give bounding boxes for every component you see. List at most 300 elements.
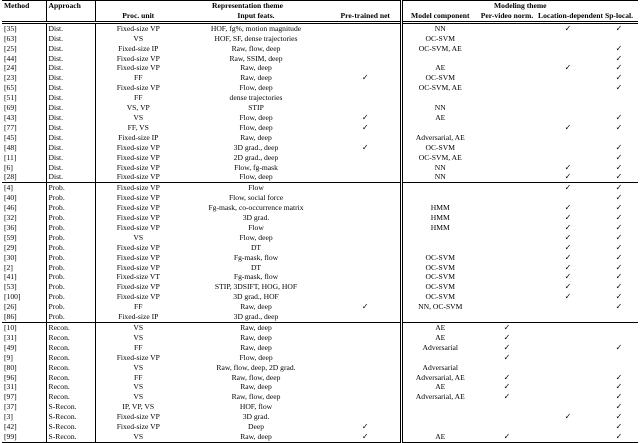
cell-approach: Recon.: [46, 343, 95, 353]
cell-input-feats: Raw, deep: [240, 73, 272, 83]
check-icon: ✓: [615, 112, 623, 122]
cell-per-video-norm: [478, 363, 536, 373]
cell-approach: Dist.: [46, 172, 95, 182]
cell-location-dependent: [536, 63, 600, 73]
cell-pretrained: [331, 183, 401, 193]
table-row: [2, 103, 638, 113]
cell-input-feats: Raw, SSIM, deep: [229, 53, 283, 63]
cell-per-video-norm: [478, 203, 536, 213]
cell-sp-local: [600, 253, 638, 263]
table-row: [2, 292, 638, 302]
cell-model-component: Adversarial: [422, 362, 458, 372]
cell-location-dependent: [536, 163, 600, 173]
cell-input-feats: Flow, fg-mask: [234, 162, 278, 172]
check-icon: ✓: [615, 262, 623, 272]
cell-proc-unit: Fixed-size VP: [116, 242, 160, 252]
cell-pretrained: [331, 282, 401, 292]
check-icon: ✓: [615, 272, 623, 282]
cell-proc-unit: VS: [133, 33, 144, 43]
table-row: [2, 382, 638, 392]
cell-approach: Prob.: [46, 223, 95, 233]
cell-pretrained: [331, 382, 401, 392]
table-row: [2, 34, 638, 44]
cell-proc-unit: Fixed-size VP: [116, 252, 160, 262]
cell-method: [46]: [2, 203, 46, 213]
cell-input-feats: 2D grad., deep: [233, 152, 279, 162]
cell-sp-local: [600, 272, 638, 282]
check-icon: ✓: [615, 222, 623, 232]
cell-per-video-norm: [478, 163, 536, 173]
cell-sp-local: [600, 323, 638, 333]
table-row: [2, 363, 638, 373]
cell-per-video-norm: [478, 123, 536, 133]
cell-pretrained: [331, 143, 401, 153]
cell-method: [99]: [2, 432, 46, 442]
cell-pretrained: [331, 113, 401, 123]
cell-pretrained: [331, 34, 401, 44]
cell-approach: Recon.: [46, 382, 95, 392]
cell-approach: Dist.: [46, 93, 95, 103]
check-icon: ✓: [503, 372, 511, 382]
cell-pretrained: [331, 123, 401, 133]
cell-input-feats: 3D grad., deep: [233, 312, 279, 322]
cell-proc-unit: Fixed-size VT: [116, 272, 161, 282]
check-icon: ✓: [615, 23, 623, 33]
check-icon: ✓: [503, 382, 511, 392]
cell-input-feats: HOF, SF, dense trajectories: [214, 33, 298, 43]
cell-sp-local: [600, 392, 638, 402]
cell-pretrained: [331, 363, 401, 373]
cell-location-dependent: [536, 233, 600, 243]
cell-approach: Dist.: [46, 63, 95, 73]
cell-method: [31]: [2, 382, 46, 392]
cell-pretrained: [331, 133, 401, 143]
cell-per-video-norm: [478, 143, 536, 153]
cell-sp-local: [600, 193, 638, 203]
table-row: [2, 373, 638, 383]
table-row: [2, 172, 638, 182]
cell-location-dependent: [536, 83, 600, 93]
cell-model-component: AE: [401, 323, 478, 333]
check-icon: ✓: [615, 431, 623, 441]
check-icon: ✓: [615, 342, 623, 352]
cell-pretrained: [331, 73, 401, 83]
cell-method: [100]: [2, 292, 46, 302]
check-icon: ✓: [564, 262, 572, 272]
cell-model-component: [401, 183, 478, 193]
table-row: [2, 153, 638, 163]
check-icon: ✓: [615, 83, 623, 93]
cell-location-dependent: [536, 22, 600, 33]
cell-pretrained: [331, 153, 401, 163]
check-icon: ✓: [615, 422, 623, 432]
table-row: [2, 163, 638, 173]
header-approach: Approach: [46, 1, 95, 11]
cell-sp-local: [600, 223, 638, 233]
cell-pretrained: [331, 263, 401, 273]
header-proc-unit: Proc. unit: [122, 10, 155, 20]
check-icon: ✓: [564, 242, 572, 252]
table-row: [2, 113, 638, 123]
cell-approach: Dist.: [46, 83, 95, 93]
cell-input-feats: 3D grad., HOF: [233, 292, 279, 302]
table-row: [2, 343, 638, 353]
cell-method: [80]: [2, 363, 46, 373]
check-icon: ✓: [615, 242, 623, 252]
cell-sp-local: [600, 373, 638, 383]
table-row: [2, 392, 638, 402]
check-icon: ✓: [564, 272, 572, 282]
cell-pretrained: [331, 353, 401, 363]
table-row: [2, 323, 638, 333]
cell-input-feats: Raw, deep: [240, 302, 272, 312]
cell-location-dependent: [536, 54, 600, 64]
cell-approach: Dist.: [46, 153, 95, 163]
check-icon: ✓: [615, 292, 623, 302]
cell-per-video-norm: [478, 183, 536, 193]
cell-approach: Prob.: [46, 203, 95, 213]
cell-approach: Dist.: [46, 22, 95, 33]
cell-sp-local: [600, 333, 638, 343]
cell-per-video-norm: [478, 34, 536, 44]
header-location-dependent: Location-dependent: [538, 10, 603, 20]
cell-model-component: HMM: [430, 203, 450, 213]
cell-per-video-norm: [478, 302, 536, 312]
cell-input-feats: Flow: [248, 222, 264, 232]
cell-input-feats: Fg-mask, flow: [233, 252, 279, 262]
table-row: [2, 402, 638, 412]
cell-method: [29]: [2, 243, 46, 253]
header-model-component: Model component: [411, 10, 470, 20]
check-icon: ✓: [361, 142, 369, 152]
cell-method: [43]: [2, 113, 46, 123]
cell-per-video-norm: [478, 432, 536, 442]
cell-model-component: OC-SVM: [425, 33, 456, 43]
cell-pretrained: [331, 373, 401, 383]
table-body: [2, 22, 638, 442]
table-row: [2, 333, 638, 343]
check-icon: ✓: [564, 63, 572, 73]
table-row: [2, 253, 638, 263]
check-icon: ✓: [564, 23, 572, 33]
cell-input-feats: Raw, deep: [181, 432, 331, 442]
cell-per-video-norm: [478, 323, 536, 333]
cell-approach: Recon.: [46, 333, 95, 343]
cell-input-feats: STIP, 3DSIFT, HOG, HOF: [214, 282, 298, 292]
cell-model-component: AE: [401, 432, 478, 442]
cell-sp-local: [600, 113, 638, 123]
cell-sp-local: [600, 213, 638, 223]
cell-pretrained: [331, 213, 401, 223]
cell-pretrained: [331, 83, 401, 93]
cell-pretrained: [331, 54, 401, 64]
cell-proc-unit: FF: [134, 302, 143, 312]
cell-proc-unit: Fixed-size VP: [116, 152, 160, 162]
table-row: [2, 213, 638, 223]
cell-sp-local: [600, 54, 638, 64]
cell-method: [26]: [2, 302, 46, 312]
cell-sp-local: [600, 292, 638, 302]
table-row: [2, 73, 638, 83]
cell-proc-unit: FF: [134, 372, 143, 382]
cell-proc-unit: Fixed-size VP: [116, 222, 160, 232]
cell-model-component: [401, 54, 478, 64]
cell-proc-unit: FF: [134, 342, 143, 352]
cell-pretrained: [331, 233, 401, 243]
cell-pretrained: [331, 44, 401, 54]
cell-approach: Prob.: [46, 312, 95, 322]
cell-pretrained: [331, 402, 401, 412]
cell-per-video-norm: [478, 133, 536, 143]
cell-input-feats: Fg-mask, flow: [233, 272, 279, 282]
cell-model-component: OC-SVM: [425, 252, 456, 262]
cell-input-feats: Raw, deep: [240, 63, 272, 73]
cell-model-component: NN: [434, 162, 446, 172]
cell-approach: Dist.: [46, 34, 95, 44]
cell-method: [45]: [2, 133, 46, 143]
cell-sp-local: [600, 343, 638, 353]
cell-method: [30]: [2, 253, 46, 263]
check-icon: ✓: [615, 382, 623, 392]
cell-location-dependent: [536, 422, 600, 432]
table-row: [2, 44, 638, 54]
cell-pretrained: [331, 243, 401, 253]
cell-model-component: NN, OC-SVM: [418, 302, 463, 312]
cell-approach: Prob.: [46, 213, 95, 223]
cell-proc-unit: FF: [134, 93, 143, 103]
cell-proc-unit: Fixed-size VP: [116, 53, 160, 63]
cell-per-video-norm: [478, 113, 536, 123]
check-icon: ✓: [503, 352, 511, 362]
check-icon: ✓: [361, 302, 369, 312]
table-row: [2, 233, 638, 243]
table-row: [2, 203, 638, 213]
cell-per-video-norm: [478, 412, 536, 422]
cell-method: [3]: [2, 412, 46, 422]
cell-input-feats: Flow, deep: [239, 232, 273, 242]
cell-input-feats: Flow, deep: [239, 122, 273, 132]
cell-approach: Dist.: [46, 143, 95, 153]
header-per-video-norm: Per-video norm.: [480, 10, 534, 20]
table-row: [2, 422, 638, 432]
cell-model-component: [401, 412, 478, 422]
cell-pretrained: [331, 223, 401, 233]
cell-method: [48]: [2, 143, 46, 153]
cell-input-feats: Raw, flow, deep: [231, 372, 281, 382]
table-row: [2, 54, 638, 64]
check-icon: ✓: [503, 332, 511, 342]
cell-sp-local: [600, 263, 638, 273]
cell-per-video-norm: [478, 282, 536, 292]
cell-model-component: AE: [435, 63, 446, 73]
check-icon: ✓: [361, 122, 369, 132]
table-row: [2, 272, 638, 282]
cell-input-feats: Fg-mask, co-occurrence matrix: [208, 203, 304, 213]
cell-approach: Prob.: [46, 193, 95, 203]
cell-proc-unit: VS: [95, 323, 181, 333]
table-row: [2, 193, 638, 203]
cell-proc-unit: Fixed-size VP: [116, 203, 160, 213]
cell-approach: Dist.: [46, 113, 95, 123]
cell-sp-local: [600, 412, 638, 422]
cell-model-component: OC-SVM, AE: [418, 43, 462, 53]
cell-method: [69]: [2, 103, 46, 113]
cell-approach: Dist.: [46, 73, 95, 83]
cell-model-component: OC-SVM, AE: [418, 83, 462, 93]
cell-per-video-norm: [478, 54, 536, 64]
cell-pretrained: [331, 432, 401, 442]
cell-proc-unit: Fixed-size VP: [116, 162, 160, 172]
header-sp-local: Sp-local.: [604, 10, 634, 20]
cell-method: [6]: [2, 163, 46, 173]
cell-proc-unit: VS: [95, 432, 181, 442]
check-icon: ✓: [361, 112, 369, 122]
cell-method: [40]: [2, 193, 46, 203]
cell-method: [37]: [2, 402, 46, 412]
cell-location-dependent: [536, 34, 600, 44]
cell-model-component: NN: [434, 103, 446, 113]
cell-input-feats: Raw, flow, deep: [231, 392, 281, 402]
cell-input-feats: Flow: [181, 183, 331, 193]
cell-location-dependent: [536, 282, 600, 292]
cell-location-dependent: [536, 203, 600, 213]
cell-method: [2]: [2, 263, 46, 273]
check-icon: ✓: [615, 282, 623, 292]
cell-proc-unit: Fixed-size IP: [118, 43, 159, 53]
cell-per-video-norm: [478, 83, 536, 93]
cell-input-feats: Flow, deep: [239, 83, 273, 93]
cell-approach: Recon.: [46, 363, 95, 373]
cell-per-video-norm: [478, 402, 536, 412]
check-icon: ✓: [564, 252, 572, 262]
cell-pretrained: [331, 203, 401, 213]
table-row: [2, 22, 638, 33]
cell-location-dependent: [536, 363, 600, 373]
cell-sp-local: [600, 44, 638, 54]
cell-sp-local: [600, 243, 638, 253]
cell-model-component: AE: [435, 382, 446, 392]
cell-approach: Recon.: [46, 392, 95, 402]
cell-input-feats: 3D grad.: [242, 412, 270, 422]
cell-location-dependent: [536, 343, 600, 353]
table-row: [2, 63, 638, 73]
cell-method: [11]: [2, 153, 46, 163]
cell-location-dependent: [536, 373, 600, 383]
cell-model-component: Adversarial, AE: [415, 132, 465, 142]
method-comparison-table: [2, 0, 638, 443]
cell-proc-unit: Fixed-size VP: [116, 142, 160, 152]
header-input-feats: Input feats.: [237, 10, 275, 20]
cell-location-dependent: [536, 133, 600, 143]
cell-pretrained: [331, 302, 401, 312]
cell-proc-unit: IP, VP, VS: [122, 402, 155, 412]
cell-per-video-norm: [478, 333, 536, 343]
cell-pretrained: [331, 172, 401, 182]
cell-model-component: [401, 422, 478, 432]
cell-location-dependent: [536, 143, 600, 153]
check-icon: ✓: [615, 172, 623, 182]
cell-approach: Dist.: [46, 133, 95, 143]
check-icon: ✓: [615, 392, 623, 402]
cell-sp-local: [600, 203, 638, 213]
cell-method: [42]: [2, 422, 46, 432]
cell-per-video-norm: [478, 22, 536, 33]
cell-location-dependent: [536, 302, 600, 312]
cell-input-feats: dense trajectories: [229, 93, 283, 103]
cell-proc-unit: VS, VP: [126, 103, 150, 113]
cell-model-component: Adversarial: [422, 342, 458, 352]
table-row: [2, 93, 638, 103]
cell-per-video-norm: [478, 63, 536, 73]
cell-proc-unit: Fixed-size IP: [118, 132, 159, 142]
cell-proc-unit: VS: [133, 392, 144, 402]
cell-pretrained: [331, 103, 401, 113]
cell-sp-local: [600, 233, 638, 243]
cell-sp-local: [600, 363, 638, 373]
cell-location-dependent: [536, 123, 600, 133]
cell-proc-unit: Fixed-size VP: [116, 213, 160, 223]
cell-location-dependent: [536, 382, 600, 392]
check-icon: ✓: [615, 232, 623, 242]
cell-model-component: [401, 353, 478, 363]
cell-input-feats: Flow, deep: [239, 172, 273, 182]
cell-pretrained: [331, 63, 401, 73]
table-row: [2, 282, 638, 292]
cell-approach: Prob.: [46, 282, 95, 292]
check-icon: ✓: [503, 323, 511, 332]
cell-location-dependent: [536, 183, 600, 193]
check-icon: ✓: [361, 431, 369, 441]
cell-sp-local: [600, 153, 638, 163]
cell-input-feats: Raw, deep: [240, 382, 272, 392]
check-icon: ✓: [615, 122, 623, 132]
cell-model-component: Adversarial, AE: [415, 372, 465, 382]
cell-sp-local: [600, 133, 638, 143]
cell-approach: S-Recon.: [46, 402, 95, 412]
cell-input-feats: Raw, deep: [240, 342, 272, 352]
cell-model-component: OC-SVM: [425, 292, 456, 302]
cell-approach: Prob.: [46, 253, 95, 263]
cell-sp-local: [600, 402, 638, 412]
cell-input-feats: HOF, flow: [239, 402, 273, 412]
cell-method: [86]: [2, 312, 46, 322]
cell-model-component: [401, 312, 478, 322]
cell-input-feats: Flow, deep: [239, 352, 273, 362]
cell-location-dependent: [536, 333, 600, 343]
cell-method: [77]: [2, 123, 46, 133]
cell-sp-local: [600, 34, 638, 44]
cell-model-component: HMM: [430, 222, 450, 232]
check-icon: ✓: [615, 203, 623, 213]
check-icon: ✓: [564, 232, 572, 242]
cell-location-dependent: [536, 44, 600, 54]
cell-model-component: Adversarial, AE: [415, 392, 465, 402]
cell-approach: S-Recon.: [46, 412, 95, 422]
cell-location-dependent: [536, 392, 600, 402]
cell-method: [35]: [2, 22, 46, 33]
cell-sp-local: [600, 432, 638, 442]
cell-model-component: HMM: [430, 213, 450, 223]
header-method: Method: [2, 1, 46, 11]
cell-model-component: [401, 243, 478, 253]
cell-approach: Dist.: [46, 163, 95, 173]
cell-method: [9]: [2, 353, 46, 363]
cell-method: [44]: [2, 54, 46, 64]
cell-per-video-norm: [478, 392, 536, 402]
cell-method: [53]: [2, 282, 46, 292]
cell-input-feats: Raw, flow, deep: [231, 43, 281, 53]
check-icon: ✓: [615, 193, 623, 203]
